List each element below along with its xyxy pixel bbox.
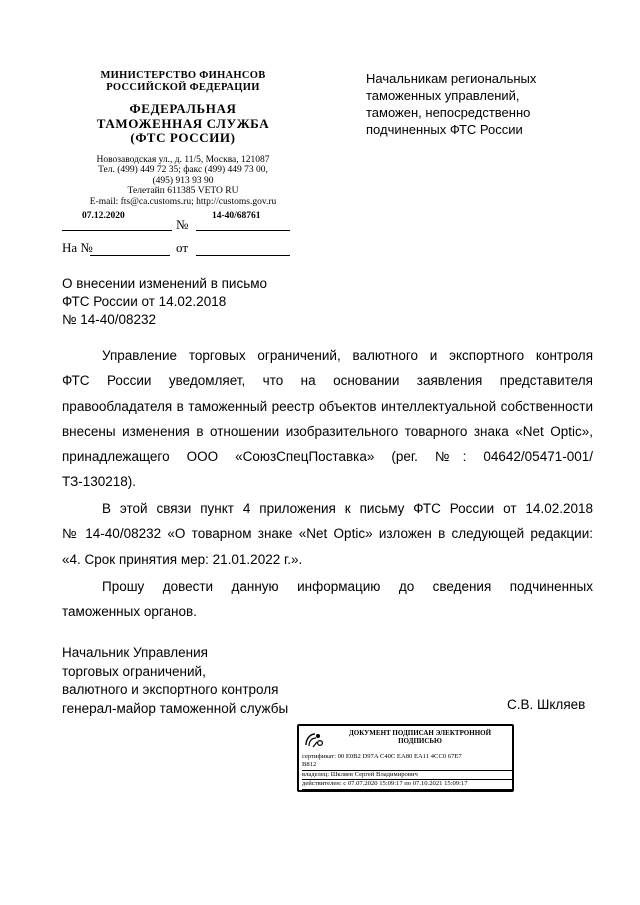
addressee-line: таможен, непосредственно	[366, 105, 531, 120]
signatory-line: Начальник Управления	[62, 645, 208, 660]
agency-line: ТАМОЖЕННАЯ СЛУЖБА	[96, 115, 270, 131]
body-line: принадлежащего ООО «СоюзСпецПоставка» (рег. №: 04642/05471-001/	[62, 449, 593, 465]
ministry-line: РОССИЙСКОЙ ФЕДЕРАЦИИ	[106, 82, 260, 93]
body-paragraph-1	[62, 343, 593, 495]
contact-details	[56, 155, 310, 208]
doc-date: 07.12.2020	[82, 211, 125, 221]
signature-emblem-icon	[303, 730, 325, 750]
from-label: от	[176, 240, 189, 255]
addressee-line: подчиненных ФТС России	[366, 122, 523, 137]
body-line: ФТС России уведомляет, что на основании заявления представителя	[62, 373, 593, 389]
stamp-details	[302, 753, 512, 790]
subject-line: № 14-40/08232	[62, 312, 157, 327]
addressee-line: таможенных управлений,	[366, 88, 520, 103]
body-line: таможенных органов.	[62, 604, 197, 620]
addressee-line: Начальникам региональных	[366, 71, 537, 86]
body-line: ТЗ-130218).	[62, 474, 137, 490]
stamp-title-line: ПОДПИСЬЮ	[398, 737, 442, 745]
ministry-line: МИНИСТЕРСТВО ФИНАНСОВ	[100, 70, 266, 81]
signatory-line: валютного и экспортного контроля	[62, 682, 279, 698]
ministry-name	[56, 70, 310, 94]
date-underline	[62, 230, 172, 231]
signatory-line: торговых ограничений,	[62, 663, 206, 679]
signatory-name: С.В. Шкляев	[507, 697, 586, 712]
subject-line: О внесении изменений в письмо	[62, 276, 268, 291]
certificate-number: сертификат: 00 E0B2 D97A C40C EA80 EA11 4CC0 67E7	[302, 753, 462, 760]
body-line: В этой связи пункт 4 приложения к письму ФТС России от 14.02.2018	[102, 501, 593, 516]
body-line: «4. Срок принятия мер: 21.01.2022 г.».	[62, 551, 303, 567]
agency-line: (ФТС РОССИИ)	[130, 130, 236, 145]
e-signature-stamp	[297, 724, 514, 792]
from-underline	[196, 255, 290, 256]
stamp-title	[329, 729, 511, 745]
addressee	[366, 70, 606, 138]
body-line: Прошу довести данную информацию до сведения подчиненных	[102, 579, 593, 594]
body-line: внесены изменения в отношении изобразительного товарного знака «Net Optic»,	[62, 423, 593, 439]
body-line: № 14-40/08232 «О товарном знаке «Net Optic» изложен в следующей редакции:	[62, 526, 593, 542]
body-paragraph-3	[62, 574, 593, 625]
number-underline	[196, 230, 290, 231]
certificate-number-2: B812	[302, 761, 512, 770]
number-label: №	[176, 217, 189, 232]
to-number-label: На №	[62, 240, 93, 255]
agency-name	[56, 102, 310, 146]
stamp-title-line: ДОКУМЕНТ ПОДПИСАН ЭЛЕКТРОННОЙ	[348, 729, 492, 737]
subject	[62, 275, 342, 329]
body-paragraph-2	[62, 496, 593, 572]
signatory-line: генерал-майор таможенной службы	[62, 700, 289, 716]
telex: Телетайп 611385 VETO RU	[127, 186, 239, 197]
certificate-owner: владелец: Шкляев Сергей Владимирович	[302, 771, 512, 780]
subject-line: ФТС России от 14.02.2018	[62, 294, 227, 309]
sender-block	[56, 70, 310, 207]
email: E-mail: fts@ca.customs.ru; http://customs.gov.ru	[89, 196, 277, 207]
body-line: правообладателя в таможенный реестр объектов интеллектуальной собственности	[62, 398, 593, 414]
to-number-underline	[90, 255, 170, 256]
doc-number: 14-40/68761	[212, 211, 261, 221]
address: Новозаводская ул., д. 11/5, Москва, 121087	[96, 154, 270, 165]
phone: Тел. (499) 449 72 35; факс (499) 449 73 00,	[98, 165, 268, 176]
agency-line: ФЕДЕРАЛЬНАЯ	[129, 101, 237, 116]
signatory-title	[62, 644, 362, 718]
body-line: Управление торговых ограничений, валютного и экспортного контроля	[102, 348, 593, 363]
phone-2: (495) 913 93 90	[152, 175, 214, 186]
certificate-validity: действителен: с 07.07.2020 15:09:17 по 07.10.2021 15:09:17	[302, 780, 512, 789]
